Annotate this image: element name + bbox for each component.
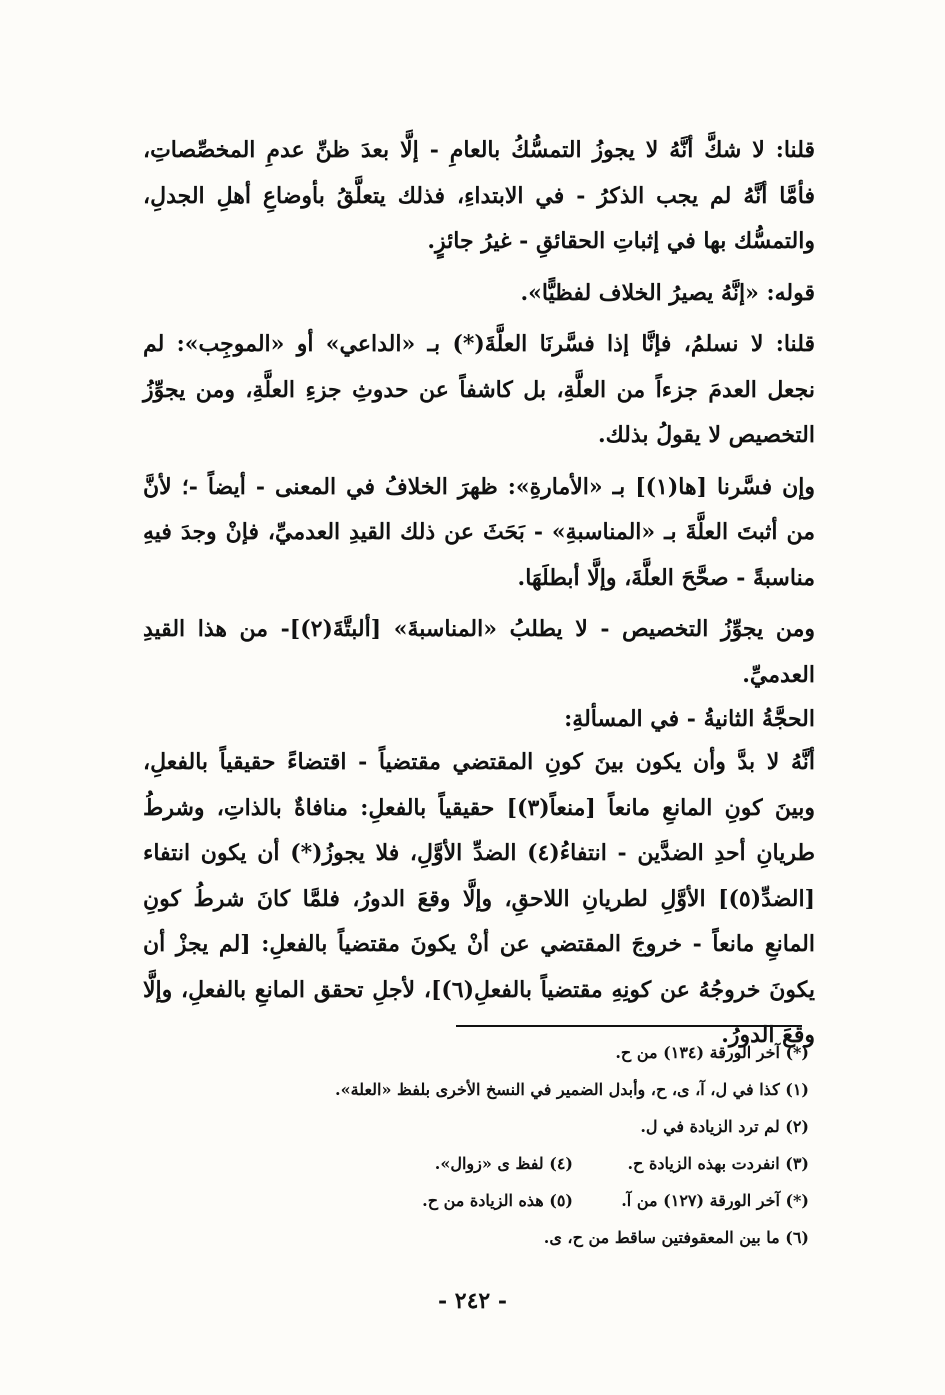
main-text — [143, 128, 815, 1059]
footnote-row — [143, 1219, 809, 1256]
footnote-row — [143, 1034, 809, 1071]
footnote-3: (٣) انفردت بهذه الزيادة ح. — [627, 1154, 809, 1173]
footnote-star-2: (*) آخر الورقة (١٢٧) من آ. — [621, 1191, 809, 1210]
footnote-row — [143, 1145, 809, 1182]
footnote-5: (٥) هذه الزيادة من ح. — [422, 1191, 573, 1210]
section-heading: الحجَّةُ الثانيةُ - في المسألةِ: — [564, 706, 815, 732]
footnote-row — [143, 1182, 809, 1219]
footnote-separator — [456, 1025, 802, 1027]
footnote-6: (٦) ما بين المعقوفتين ساقط من ح، ى. — [543, 1228, 809, 1247]
paragraph-1: قلنا: لا شكَّ أنَّهُ لا يجوزُ التمسُّكُ بالعامِ - إلَّا بعدَ ظنِّ عدمِ المخصِّصاتِ، فأمَّا أنَّهُ لم يجب الذكرُ - في الابتداءِ، فذلك يتعلَّقُ بأوضاعِ أهلِ الجدلِ، والتمسُّك بها في إثباتِ الحقائقِ - غيرُ جائزٍ. — [143, 137, 815, 254]
footnote-2: (٢) لم ترد الزيادة في ل. — [640, 1117, 809, 1136]
footnote-row — [143, 1108, 809, 1145]
paragraph-5: ومن يجوِّزُ التخصيص - لا يطلبُ «المناسبةَ» [ألبتَّةَ(٢)]- من هذا القيدِ العدميِّ. — [143, 616, 815, 688]
paragraph-2: قوله: «إنَّهُ يصيرُ الخلاف لفظيًّا». — [520, 279, 815, 306]
paragraph-3: قلنا: لا نسلمُ، فإنَّا إذا فسَّرنَا العلَّةَ(*) بـ «الداعي» أو «الموجِب»: لم نجعل العدمَ جزءاً من العلَّةِ، بل كاشفاً عن حدوثِ جزءِ العلَّةِ، ومن يجوِّزُ التخصيص لا يقولُ بذلك. — [143, 331, 815, 448]
paragraph-6: أنَّهُ لا بدَّ وأن يكون بينَ كونِ المقتضي مقتضياً - اقتضاءً حقيقياً بالفعلِ، وبينَ كونِ المانعِ مانعاً [منعاً(٣)] حقيقياً بالفعلِ: منافاةٌ بالذاتِ، وشرطُ طريانِ أحدِ الضدَّين - انتفاءُ(٤) الضدِّ الأوَّلِ، فلا يجوزُ(*) أن يكون انتفاء [الضدِّ(٥)] الأوَّلِ لطريانِ اللاحقِ، وإلَّا وقعَ الدورُ، فلمَّا كانَ شرطُ كونِ المانعِ مانعاً - خروجَ المقتضي عن أنْ يكونَ مقتضياً بالفعلِ: [لم يجزْ أن يكونَ خروجُهُ عن كونِهِ مقتضياً بالفعلِ(٦)]، لأجلِ تحقق المانعِ بالفعلِ، وإلَّا وقعَ الدورُ. — [143, 749, 815, 1048]
paragraph-4: وإن فسَّرنا [ها(١)] بـ «الأمارةِ»: ظهرَ الخلافُ في المعنى - أيضاً -؛ لأنَّ من أثبتَ العلَّةَ بـ «المناسبةِ» - بَحَثَ عن ذلك القيدِ العدميِّ، فإنْ وجدَ فيهِ مناسبةً - صحَّحَ العلَّةَ، وإلَّا أبطلَهَا. — [143, 473, 815, 591]
footnote-4: (٤) لفظ ى «زوال». — [434, 1154, 573, 1173]
footnote-star-1: (*) آخر الورقة (١٣٤) من ح. — [615, 1043, 809, 1062]
footnotes — [143, 1034, 809, 1256]
footnote-1: (١) كذا في ل، آ، ى، ح، وأبدل الضمير في النسخ الأخرى بلفظ «العلة». — [335, 1080, 809, 1099]
page-number: - ٢٤٢ - — [437, 1288, 508, 1314]
footnote-row — [143, 1071, 809, 1108]
